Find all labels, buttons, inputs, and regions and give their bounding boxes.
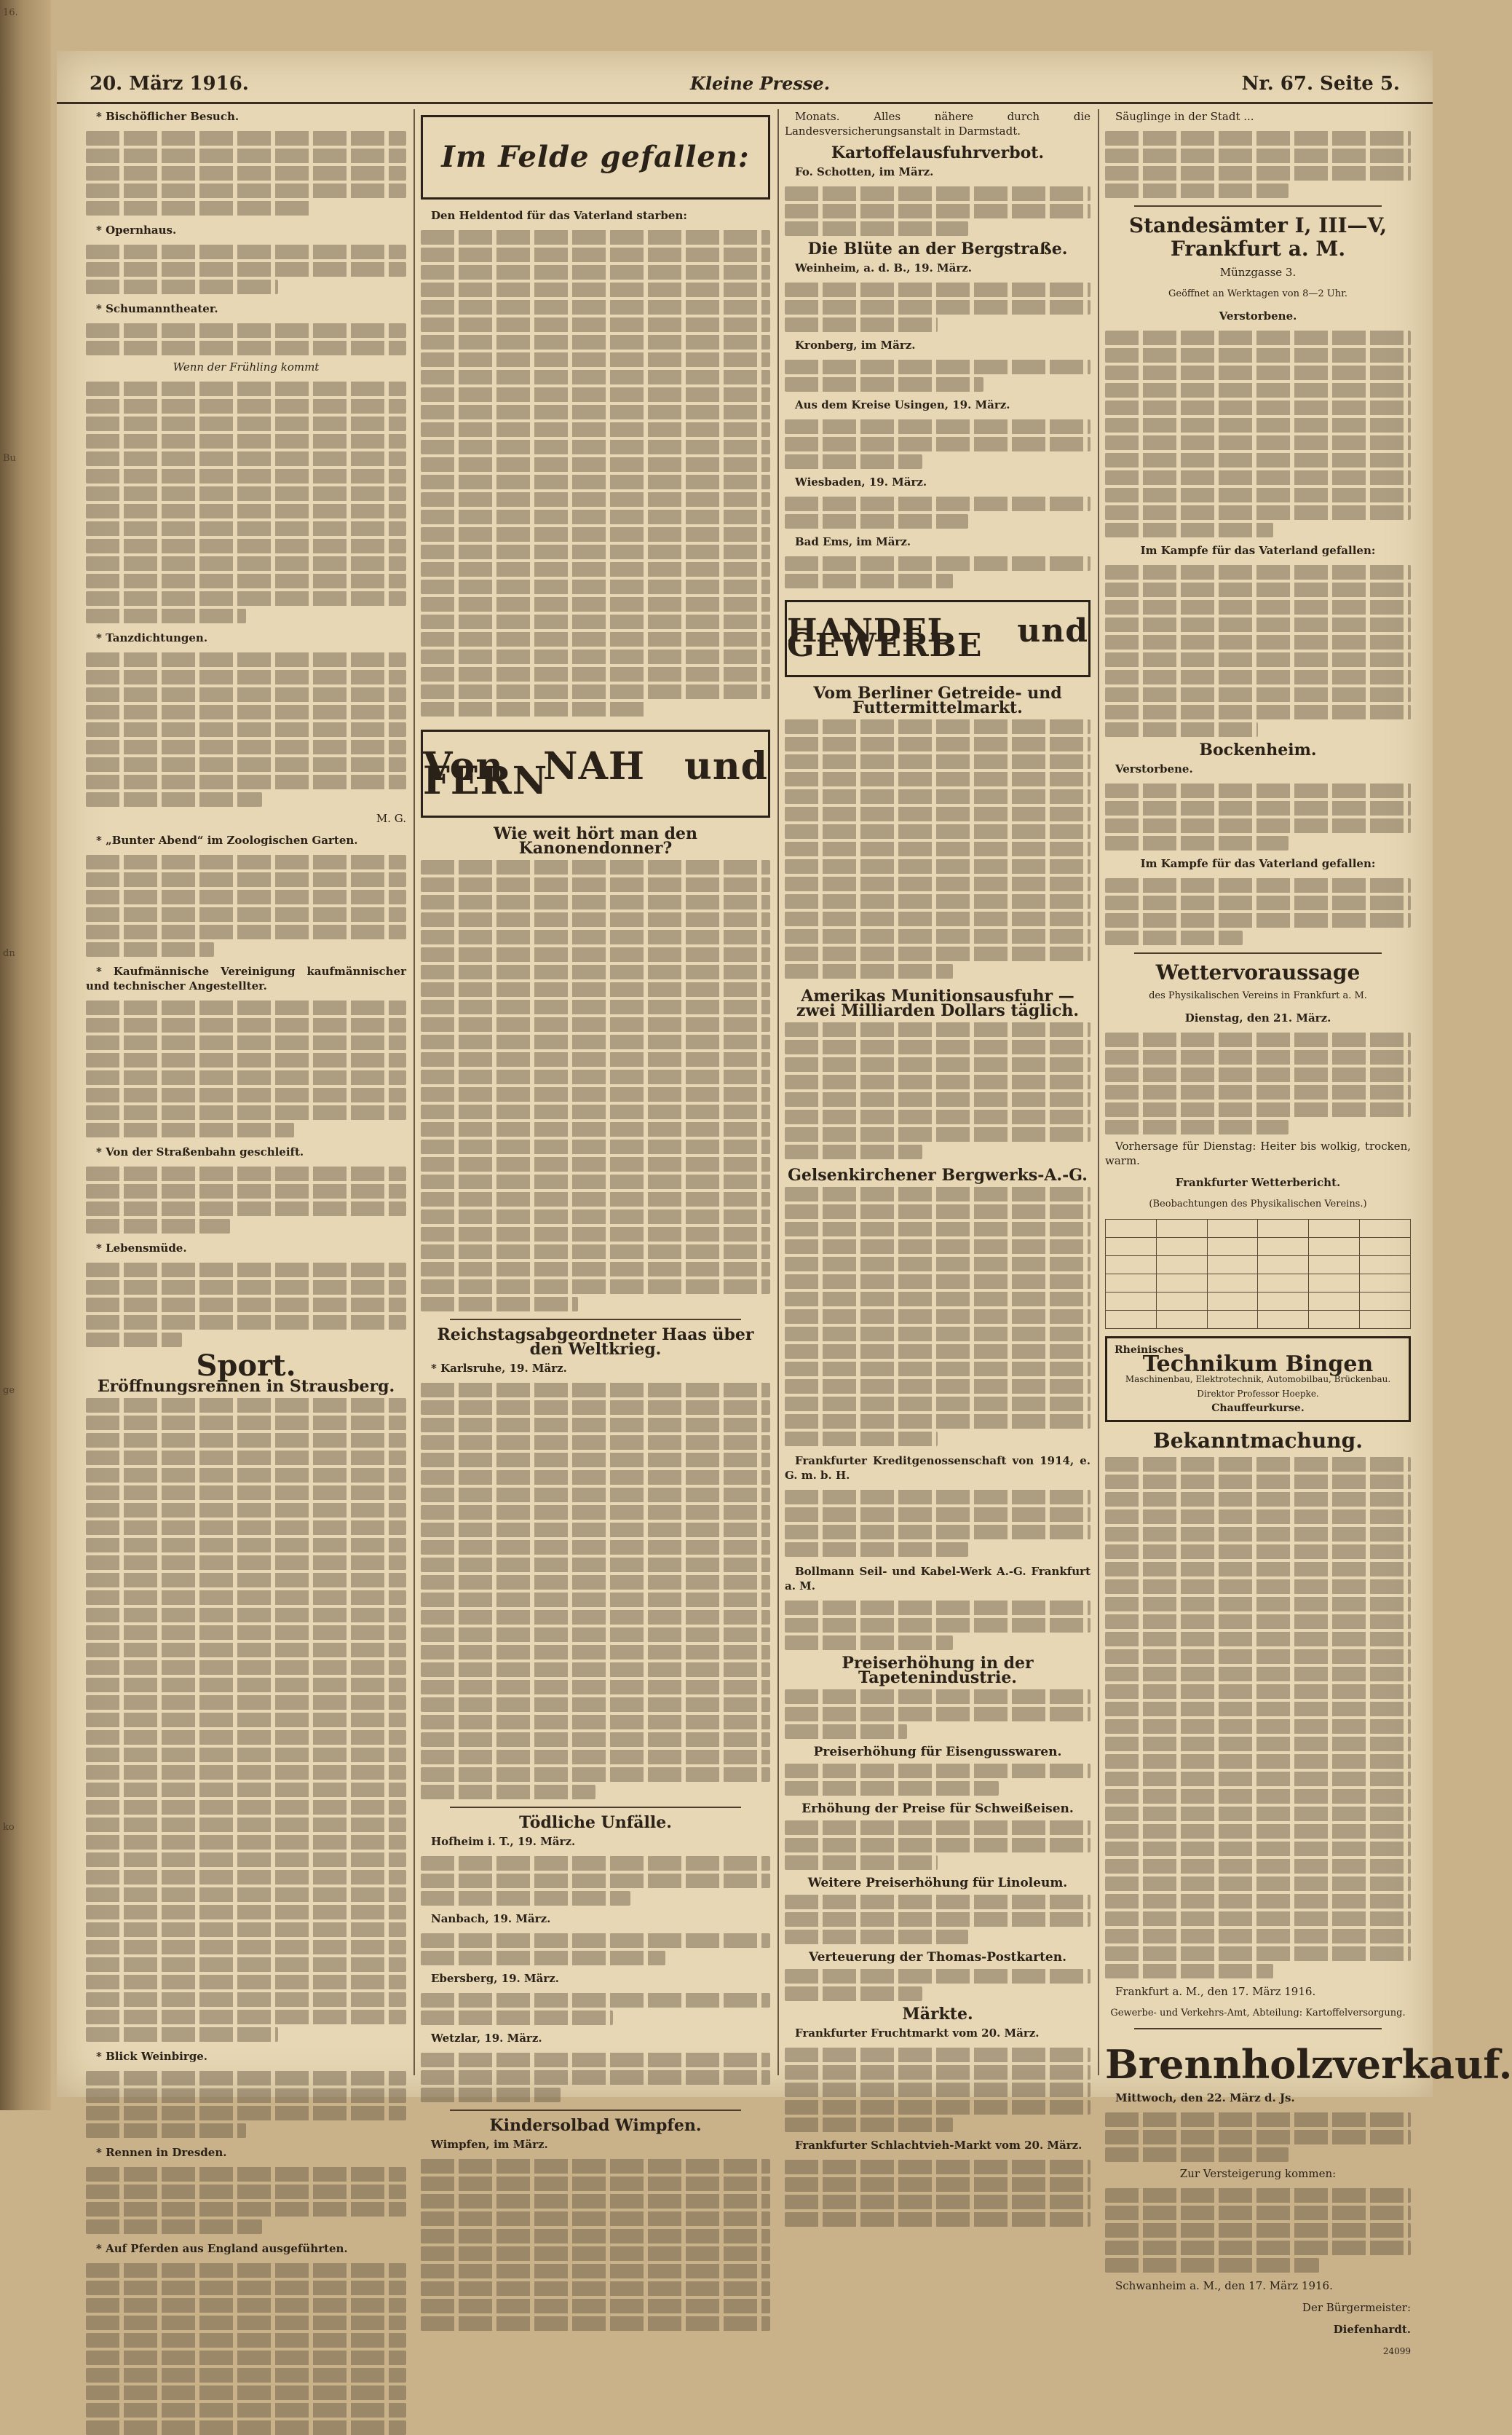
dateline: Kronberg, im März.	[795, 339, 916, 352]
dateline: Wetzlar, 19. März.	[431, 2032, 542, 2045]
spine-fragment: ko	[3, 1822, 15, 1833]
article-lead: * Lebensmüde.	[96, 1242, 187, 1255]
article-title: Amerikas Munitionsausfuhr — zwei Milliarden Dollars täglich.	[796, 987, 1080, 1020]
article-lead: Frankfurter Fruchtmarkt vom 20. März.	[795, 2026, 1040, 2040]
article-title: Verteuerung der Thomas-Postkarten.	[808, 1950, 1067, 1965]
section-title-maerkte: Märkte.	[902, 2005, 973, 2024]
article-title: Gelsenkirchener Bergwerks-A.-G.	[788, 1166, 1088, 1185]
subhead: Im Kampfe für das Vaterland gefallen:	[1140, 857, 1376, 870]
column-rule	[1098, 109, 1099, 2075]
column-2	[421, 109, 770, 2151]
operetta-title: Wenn der Frühling kommt	[173, 360, 320, 374]
article-fragment: Säuglinge in der Stadt ...	[1115, 110, 1254, 123]
weather-forecast: Vorhersage für Dienstag: Heiter bis wolkig, trocken, warm.	[1105, 1140, 1411, 1167]
dateline: Aus dem Kreise Usingen, 19. März.	[795, 398, 1010, 411]
dateline: Hofheim i. T., 19. März.	[431, 1835, 576, 1848]
article-lead: * Schumanntheater.	[96, 302, 218, 315]
article-lead: Frankfurter Schlachtvieh-Markt vom 20. März.	[795, 2139, 1082, 2152]
article-title: Wie weit hört man den Kanonendonner?	[493, 824, 698, 858]
section-title-sport: Sport.	[196, 1349, 296, 1383]
address: Münzgasse 3.	[1219, 266, 1297, 279]
notice-date: Schwanheim a. M., den 17. März 1916.	[1115, 2279, 1333, 2292]
article-title: Eröffnungsrennen in Strausberg.	[97, 1377, 395, 1396]
page-header	[57, 51, 1433, 104]
article-title: Die Blüte an der Bergstraße.	[807, 240, 1068, 259]
column-1	[86, 109, 406, 2255]
subhead: Zur Versteigerung kommen:	[1179, 2167, 1337, 2180]
book-spine	[0, 0, 51, 2110]
spine-fragment: dn	[3, 948, 15, 959]
notice-signatory: Diefenhardt.	[1333, 2323, 1411, 2336]
table-subtitle: (Beobachtungen des Physikalischen Vereins.)	[1149, 1199, 1367, 1209]
notice-signature: Frankfurt a. M., den 17. März 1916.	[1115, 1985, 1316, 1998]
spine-fragment: Bu	[3, 453, 16, 464]
dateline: Ebersberg, 19. März.	[431, 1972, 559, 1985]
dateline: Nanbach, 19. März.	[431, 1912, 551, 1925]
spine-fragment: ge	[3, 1385, 15, 1396]
article-lead: Bollmann Seil- und Kabel-Werk A.-G. Frankfurt a. M.	[785, 1565, 1091, 1593]
banner-im-felde-gefallen: Im Felde gefallen:	[421, 115, 770, 200]
banner-handel-und-gewerbe: HANDEL und GEWERBE	[785, 600, 1091, 677]
spine-number: 16.	[3, 7, 18, 18]
article-title: Weitere Preiserhöhung für Linoleum.	[807, 1876, 1068, 1890]
table-title: Frankfurter Wetterbericht.	[1175, 1176, 1341, 1189]
notice-office: Gewerbe- und Verkehrs-Amt, Abteilung: Kartoffelversorgung.	[1110, 2008, 1406, 2018]
article-title: Wettervoraussage	[1155, 960, 1361, 984]
subhead: Verstorbene.	[1219, 309, 1297, 323]
article-title: Preiserhöhung in der Tapetenindustrie.	[842, 1654, 1034, 1687]
dateline: * Karlsruhe, 19. März.	[431, 1362, 567, 1375]
article-lead: * Auf Pferden aus England ausgeführten.	[96, 2242, 348, 2255]
article-lead: * Blick Weinbirge.	[96, 2050, 208, 2063]
article-title: Tödliche Unfälle.	[519, 1813, 672, 1832]
article-lead: * Von der Straßenbahn geschleift.	[96, 1145, 304, 1159]
issue-page-number: Nr. 67. Seite 5.	[1241, 73, 1400, 95]
advertisement-technikum-bingen	[1105, 1336, 1411, 1422]
newspaper-title: Kleine Presse.	[690, 73, 831, 94]
article-title: Bekanntmachung.	[1153, 1429, 1363, 1453]
article-lead: * Opernhaus.	[96, 224, 177, 237]
district-title: Bockenheim.	[1199, 741, 1317, 759]
column-3	[785, 109, 1091, 2152]
ad-title: Technikum Bingen	[1142, 1351, 1374, 1377]
column-rule	[777, 109, 779, 2075]
article-title: Vom Berliner Getreide- und Futtermittelmarkt.	[813, 684, 1062, 717]
ad-code: 24099	[1382, 2346, 1411, 2356]
ad-footer: Chauffeurkurse.	[1211, 1402, 1305, 1414]
dateline: Fo. Schotten, im März.	[795, 165, 934, 178]
dateline: Bad Ems, im März.	[795, 535, 911, 548]
article-title: Kartoffelausfuhrverbot.	[831, 143, 1045, 162]
weather-day: Dienstag, den 21. März.	[1184, 1011, 1331, 1025]
ad-details: Maschinenbau, Elektrotechnik, Automobilbau, Brückenbau. Direktor Professor Hoepke.	[1125, 1374, 1391, 1399]
banner-von-nah-und-fern: Von NAH und FERN	[421, 730, 770, 818]
dateline: Wiesbaden, 19. März.	[795, 475, 927, 489]
article-lead: * Tanzdichtungen.	[96, 631, 208, 644]
dateline: Weinheim, a. d. B., 19. März.	[795, 261, 972, 275]
dateline: Wimpfen, im März.	[431, 2138, 548, 2151]
article-lead: Den Heldentod für das Vaterland starben:	[431, 209, 687, 222]
issue-date: 20. März 1916.	[90, 73, 249, 95]
dateline: Mittwoch, den 22. März d. Js.	[1115, 2091, 1295, 2104]
column-rule	[413, 109, 415, 2075]
article-title: Standesämter I, III—V, Frankfurt a. M.	[1128, 213, 1388, 261]
column-4	[1105, 109, 1512, 2356]
article-title: Brennholzverkauf.	[1105, 2041, 1512, 2088]
notice-office: Der Bürgermeister:	[1302, 2301, 1411, 2314]
article-lead: * Rennen in Dresden.	[96, 2146, 227, 2159]
weather-table	[1105, 1219, 1411, 1329]
newspaper-page	[57, 51, 1512, 2356]
article-title: Reichstagsabgeordneter Haas über den Weltkrieg.	[437, 1325, 754, 1359]
subhead: Verstorbene.	[1115, 762, 1193, 776]
article-title: Erhöhung der Preise für Schweißeisen.	[801, 1801, 1074, 1816]
weather-source: des Physikalischen Vereins in Frankfurt a. M.	[1149, 990, 1367, 1001]
article-lead: * Kaufmännische Vereinigung kaufmännischer und technischer Angestellter.	[86, 965, 406, 992]
article-lead: * „Bunter Abend“ im Zoologischen Garten.	[96, 834, 358, 847]
ad-label: Rheinisches	[1115, 1344, 1184, 1356]
article-title: Kindersolbad Wimpfen.	[489, 2116, 702, 2135]
article-fragment: Monats. Alles nähere durch die Landesversicherungsanstalt in Darmstadt.	[785, 110, 1091, 138]
article-lead: Frankfurter Kreditgenossenschaft von 1914, e. G. m. b. H.	[785, 1454, 1091, 1482]
article-lead: * Bischöflicher Besuch.	[96, 110, 240, 123]
article-signature: M. G.	[376, 812, 406, 825]
article-title: Preiserhöhung für Eisengusswaren.	[813, 1745, 1062, 1759]
opening-hours: Geöffnet an Werktagen von 8—2 Uhr.	[1168, 288, 1347, 299]
subhead: Im Kampfe für das Vaterland gefallen:	[1140, 544, 1376, 557]
